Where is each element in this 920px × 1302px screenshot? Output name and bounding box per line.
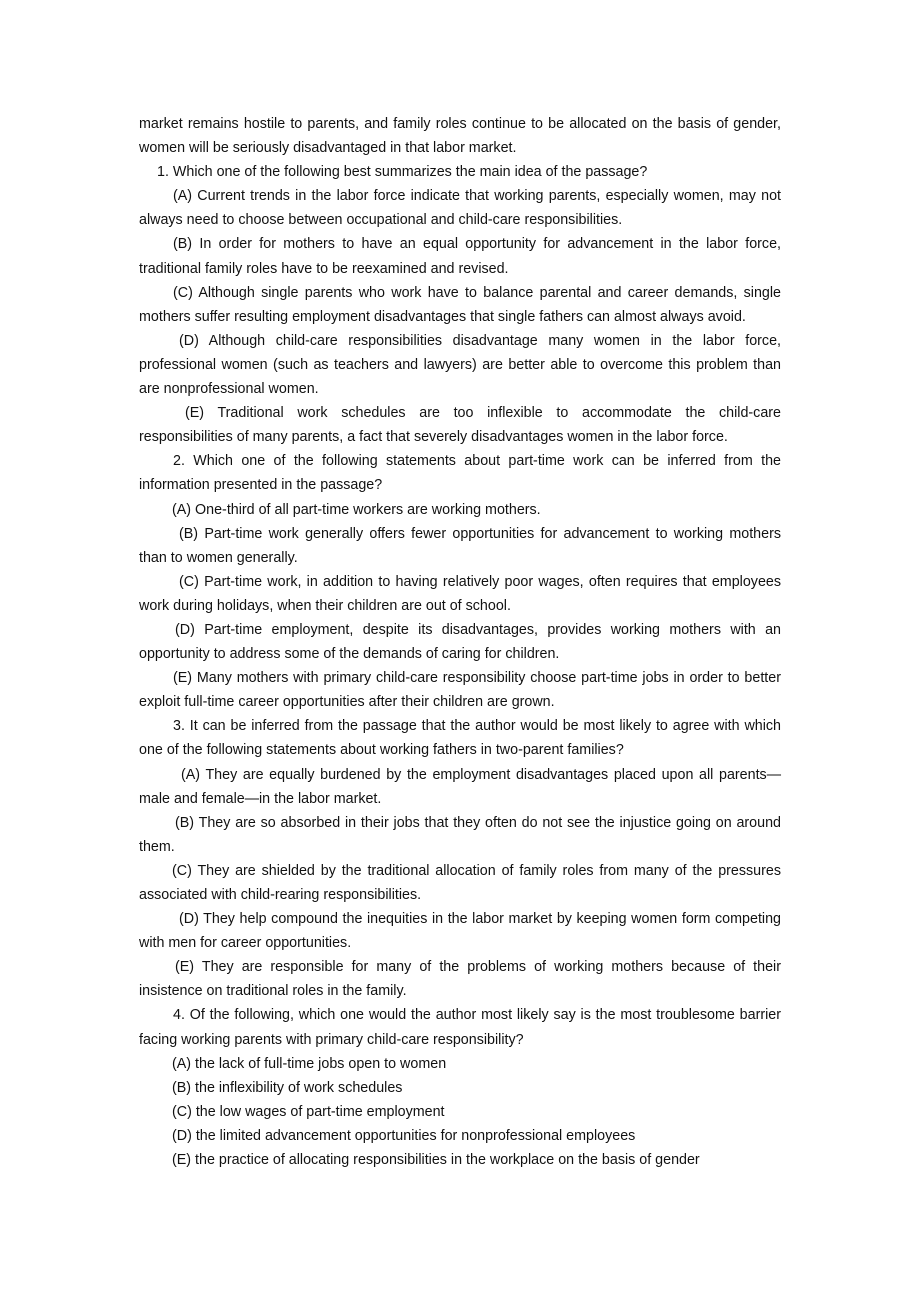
question-2-stem: 2. Which one of the following statements about part-time work can be inferred from the information presented in the passage? [139, 453, 781, 494]
question-2-option-d: (D) Part-time employment, despite its disadvantages, provides working mothers with an opportunity to address some of the demands of caring for children. [139, 621, 781, 663]
question-3-stem: 3. It can be inferred from the passage that the author would be most likely to agree with which one of the following statements about working fathers in two-parent families? [139, 718, 781, 759]
question-1-option-e: (E) Traditional work schedules are too inflexible to accommodate the child-care responsibilities of many parents, a fact that severely disadvantages women in the labor force. [139, 405, 781, 446]
question-2-option-a: (A) One-third of all part-time workers are working mothers. [172, 501, 541, 518]
question-1-option-b: (B) In order for mothers to have an equal opportunity for advancement in the labor force, traditional family roles have to be reexamined and revised. [139, 236, 781, 277]
question-3-option-d: (D) They help compound the inequities in the labor market by keeping women form competing with men for career opportunities. [139, 911, 781, 952]
question-2-option-e: (E) Many mothers with primary child-care responsibility choose part-time jobs in order to better exploit full-time career opportunities after their children are grown. [139, 670, 781, 711]
question-3-option-e: (E) They are responsible for many of the problems of working mothers because of their insistence on traditional roles in the family. [139, 959, 781, 1000]
question-1-stem: 1. Which one of the following best summarizes the main idea of the passage? [157, 164, 648, 181]
question-2-option-c: (C) Part-time work, in addition to having relatively poor wages, often requires that employees work during holidays, when their children are out of school. [139, 573, 781, 614]
document-page [139, 112, 781, 1172]
question-3-option-a: (A) They are equally burdened by the employment disadvantages placed upon all parents—male and female—in the labor market. [139, 766, 781, 807]
question-3-option-b: (B) They are so absorbed in their jobs that they often do not see the injustice going on around them. [139, 814, 781, 855]
question-1-option-c: (C) Although single parents who work have to balance parental and career demands, single mothers suffer resulting employment disadvantages that single fathers can almost always avoid. [139, 284, 781, 325]
question-4-option-b: (B) the inflexibility of work schedules [172, 1079, 403, 1096]
question-1-option-a: (A) Current trends in the labor force indicate that working parents, especially women, may not always need to choose between occupational and child-care responsibilities. [139, 188, 781, 229]
question-4-option-a: (A) the lack of full-time jobs open to women [172, 1055, 447, 1072]
question-4-stem: 4. Of the following, which one would the author most likely say is the most troublesome barrier facing working parents with primary child-care responsibility? [139, 1007, 781, 1048]
question-4-option-e: (E) the practice of allocating responsibilities in the workplace on the basis of gender [172, 1152, 700, 1169]
question-4-option-c: (C) the low wages of part-time employment [172, 1103, 445, 1120]
question-1-option-d: (D) Although child-care responsibilities disadvantage many women in the labor force, professional women (such as teachers and lawyers) are better able to overcome this problem than are nonprofessional women. [139, 332, 781, 398]
question-3-option-c: (C) They are shielded by the traditional allocation of family roles from many of the pressures associated with child-rearing responsibilities. [139, 862, 781, 903]
passage-tail: market remains hostile to parents, and family roles continue to be allocated on the basis of gender, women will be seriously disadvantaged in that labor market. [139, 116, 781, 157]
question-2-option-b: (B) Part-time work generally offers fewer opportunities for advancement to working mothers than to women generally. [139, 525, 781, 566]
question-4-option-d: (D) the limited advancement opportunities for nonprofessional employees [172, 1127, 636, 1144]
